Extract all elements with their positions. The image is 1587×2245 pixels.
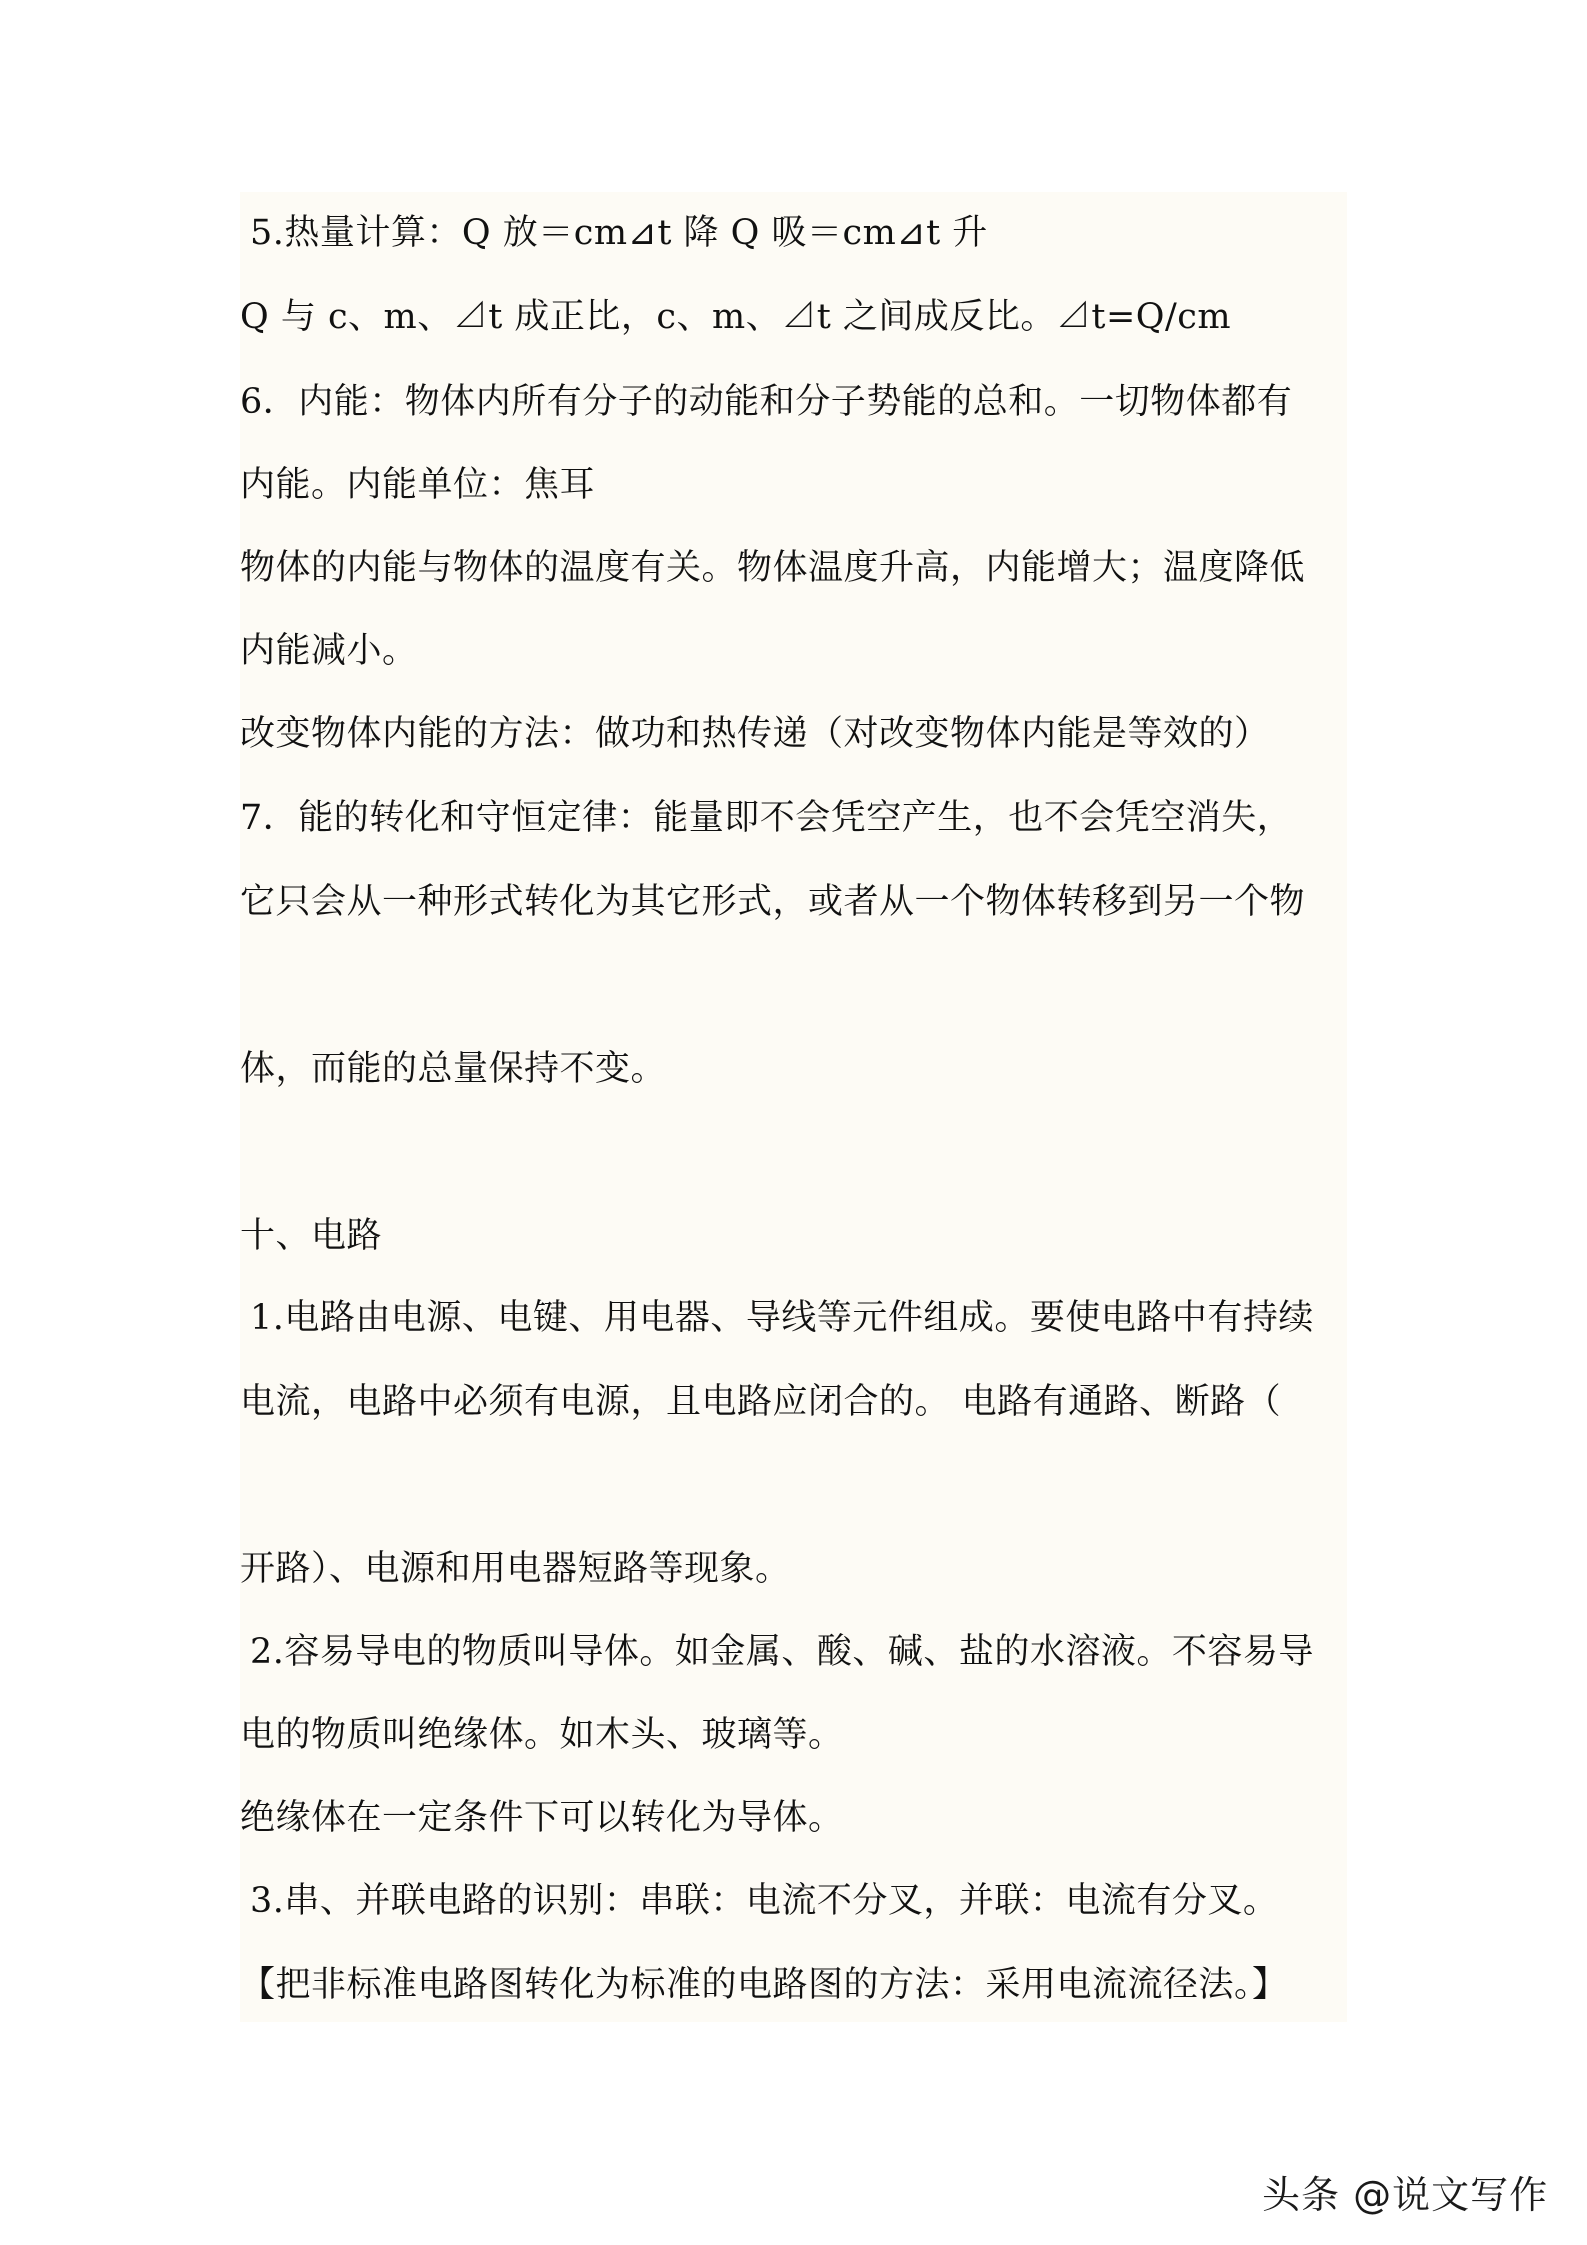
text-line-conductor-2a: 2.容易导电的物质叫导体。如金属、酸、碱、盐的水溶液。不容易导 [250, 1632, 1314, 1672]
text-line-energy-conservation-2: 它只会从一种形式转化为其它形式，或者从一个物体转移到另一个物 [240, 882, 1306, 922]
text-line-standard-diagram-method: 【把非标准电路图转化为标准的电路图的方法：采用电流流径法。】 [240, 1965, 1288, 2005]
text-line-energy-conservation-1: 7．能的转化和守恒定律：能量即不会凭空产生，也不会凭空消失， [240, 798, 1293, 838]
text-line-circuit-1a: 1.电路由电源、电键、用电器、导线等元件组成。要使电路中有持续 [250, 1298, 1314, 1338]
text-line-internal-energy-def: 6．内能：物体内所有分子的动能和分子势能的总和。一切物体都有 [240, 382, 1293, 422]
text-line-heat-proportion: Q 与 c、m、⊿t 成正比，c、m、⊿t 之间成反比。⊿t=Q/cm [240, 297, 1232, 337]
text-line-energy-conservation-3: 体，而能的总量保持不变。 [240, 1049, 667, 1089]
watermark: 头条 @说文写作 [1262, 2173, 1549, 2217]
text-line-insulator-convert: 绝缘体在一定条件下可以转化为导体。 [240, 1798, 844, 1838]
document-page [240, 192, 1347, 2022]
text-line-internal-energy-unit: 内能。内能单位：焦耳 [240, 465, 596, 505]
text-line-internal-energy-temp: 物体的内能与物体的温度有关。物体温度升高，内能增大；温度降低 [240, 548, 1306, 588]
text-line-circuit-1c: 开路）、电源和用电器短路等现象。 [240, 1549, 791, 1589]
text-line-internal-energy-decrease: 内能减小。 [240, 631, 418, 671]
text-line-conductor-2b: 电的物质叫绝缘体。如木头、玻璃等。 [240, 1715, 844, 1755]
text-line-series-parallel: 3.串、并联电路的识别：串联：电流不分叉，并联：电流有分叉。 [250, 1881, 1279, 1921]
text-line-heat-calc: 5.热量计算：Q 放＝cm⊿t 降 Q 吸＝cm⊿t 升 [250, 213, 988, 253]
section-heading-circuit: 十、电路 [240, 1216, 383, 1256]
text-line-change-internal-energy: 改变物体内能的方法：做功和热传递（对改变物体内能是等效的） [240, 714, 1270, 754]
text-line-circuit-1b: 电流，电路中必须有电源，且电路应闭合的。 电路有通路、断路（ [240, 1382, 1282, 1422]
